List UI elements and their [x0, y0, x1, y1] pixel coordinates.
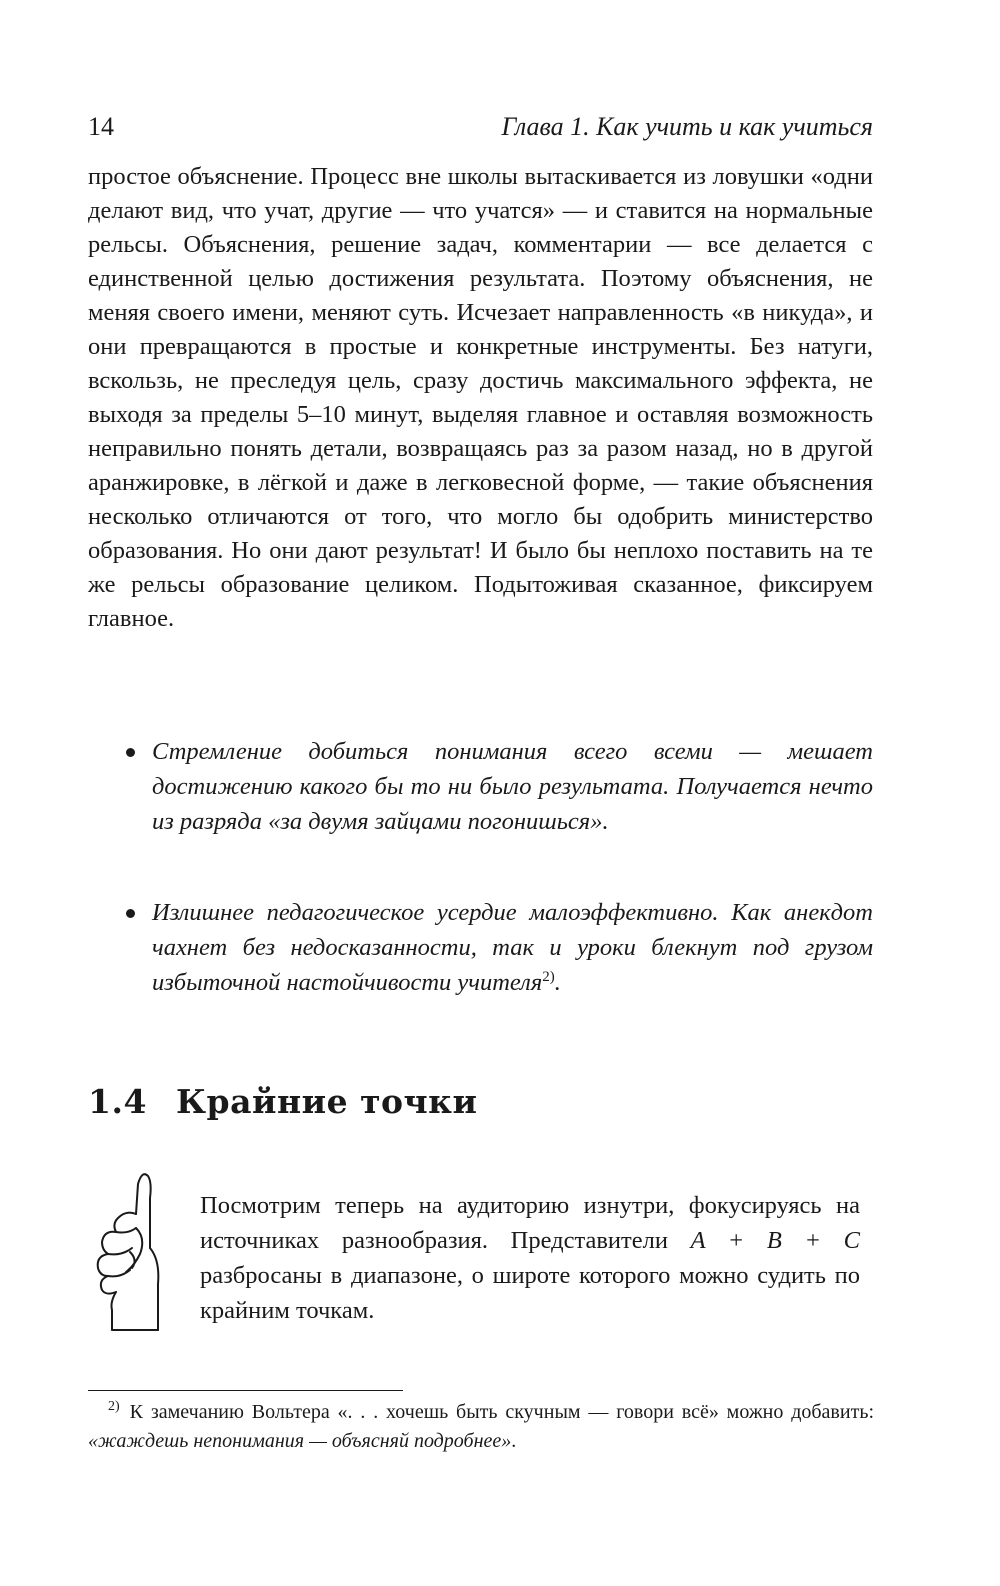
footnote-trailing: . — [511, 1430, 517, 1452]
bullet-icon — [126, 909, 135, 918]
running-head — [88, 112, 873, 148]
footnote-reference[interactable]: 2) — [542, 968, 555, 985]
footnote-mark: 2) — [108, 1399, 120, 1415]
section-text-end: разбросаны в диапазоне, о широте которого можно судить по крайним точкам. — [200, 1262, 860, 1324]
footnote — [88, 1398, 874, 1456]
section-heading — [88, 1082, 478, 1121]
section-paragraph — [200, 1188, 860, 1328]
footnote-divider — [88, 1390, 403, 1391]
page-number: 14 — [88, 112, 114, 141]
section-title: Крайние точки — [176, 1082, 478, 1121]
key-point-text: Излишнее педагогическое усердие малоэффективно. Как анекдот чахнет без недосказанности, так и уроки блекнут под грузом избыточной настойчивости учителя — [152, 899, 873, 996]
pointing-hand-icon — [86, 1168, 176, 1340]
section-text-start: Посмотрим теперь на аудиторию изнутри, фокусируясь на источниках разнообразия. Представители — [200, 1192, 860, 1254]
key-point-trailing: . — [554, 969, 561, 996]
key-point-item — [88, 895, 873, 1000]
formula: A + B + C — [690, 1227, 860, 1254]
section-number: 1.4 — [88, 1082, 147, 1121]
bullet-icon — [126, 748, 135, 757]
key-points-list — [88, 734, 873, 1000]
footnote-text: К замечанию Вольтера «. . . хочешь быть скучным — говори всё» можно добавить: — [129, 1401, 874, 1423]
key-point-item — [88, 734, 873, 839]
body-paragraph: простое объяснение. Процесс вне школы вытаскивается из ловушки «одни делают вид, что учат, другие — что учатся» — и ставится на нормальные рельсы. Объяснения, решение задач, комментарии — все делается с единственной целью достижения результата. Поэтому объяснения, не меняя своего имени, меняют суть. Исчезает направленность «в никуда», и они превращаются в простые и конкретные инструменты. Без натуги, вскользь, не преследуя цель, сразу достичь максимального эффекта, не выходя за пределы 5–10 минут, выделяя главное и оставляя возможность неправильно понять детали, возвращаясь раз за разом назад, но в другой аранжировке, в лёгкой и даже в легковесной форме, — такие объяснения несколько отличаются от того, что могло бы одобрить министерство образования. Но они дают результат! И было бы неплохо поставить на те же рельсы образование целиком. Подытоживая сказанное, фиксируем главное. — [88, 163, 873, 632]
chapter-title: Глава 1. Как учить и как учиться — [501, 112, 873, 141]
key-point-text: Стремление добиться понимания всего всеми — мешает достижению какого бы то ни было результата. Получается нечто из разряда «за двумя зайцами погонишься». — [152, 738, 873, 835]
footnote-italic-text: «жаждешь непонимания — объясняй подробнее» — [88, 1430, 512, 1452]
